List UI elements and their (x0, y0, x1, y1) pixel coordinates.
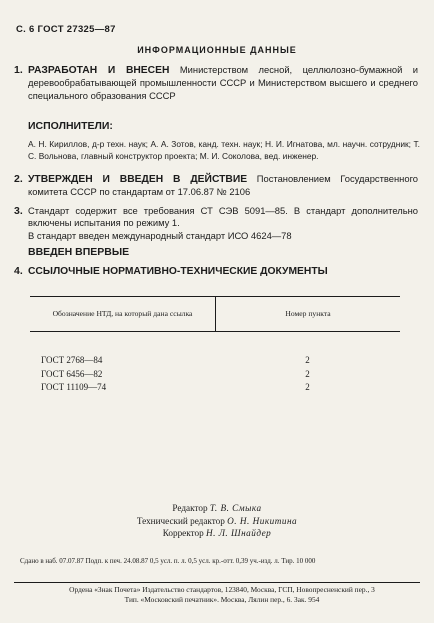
corrector-line (0, 527, 434, 540)
item-3 (14, 205, 418, 242)
table-cell-document: ГОСТ 11109—74 (41, 382, 107, 392)
item-3-number: 3. (14, 205, 23, 217)
item-2-body: Постановлением Государственного комитета СССР по стандартам от 17.06.87 № 2106 (28, 173, 419, 198)
item-1-text (28, 64, 418, 102)
item-1-number: 1. (14, 64, 23, 76)
editor-line (0, 502, 434, 515)
table-row (30, 382, 400, 396)
table-cell-point: 2 (305, 382, 310, 392)
item-2-text (28, 173, 418, 199)
executors-heading: ИСПОЛНИТЕЛИ: (28, 120, 113, 132)
item-1-body: Министерством лесной, целлюлозно-бумажной и деревообрабатывающей промышленности СССР и Министерством высшего и среднего специального образования СССР (28, 64, 418, 101)
item-2-lead: УТВЕРЖДЕН И ВВЕДЕН В ДЕЙСТВИЕ (28, 174, 248, 185)
item-2 (14, 173, 418, 199)
item-4-lead: ССЫЛОЧНЫЕ НОРМАТИВНО-ТЕХНИЧЕСКИЕ ДОКУМЕНТЫ (28, 266, 328, 277)
footer-divider (14, 582, 420, 583)
table-cell-document: ГОСТ 2768—84 (41, 355, 103, 365)
table-row (30, 369, 400, 383)
publisher-line-2: Тип. «Московский печатник». Москва, Лялин пер., 6. Зак. 954 (124, 595, 320, 604)
table-header (30, 297, 400, 332)
page-header: С. 6 ГОСТ 27325—87 (16, 24, 116, 35)
table-cell-point: 2 (305, 368, 310, 379)
table-row (30, 355, 400, 369)
item-4 (14, 265, 418, 278)
item-4-number: 4. (14, 265, 23, 277)
publisher-footer (20, 585, 424, 605)
imprint-line: Сдано в наб. 07.07.87 Подп. к печ. 24.08.87 0,5 усл. п. л. 0,5 усл. кр.-отт. 0,39 уч.-изд. л. Тир. 10 000 (20, 557, 316, 565)
reference-table (30, 296, 400, 396)
tech-editor-role: Технический редактор (136, 515, 225, 526)
introduced-first-time: ВВЕДЕН ВПЕРВЫЕ (28, 246, 130, 258)
publisher-line-1: Ордена «Знак Почета» Издательство стандартов, 123840, Москва, ГСП, Новопресненский пер., 3 (69, 585, 375, 594)
editor-role: Редактор (172, 503, 208, 513)
editor-name: Т. В. Смыка (209, 503, 262, 513)
item-3-text: Стандарт содержит все требования СТ СЭВ 5091—85. В стандарт дополнительно включены испытания по режиму 1. (28, 205, 418, 229)
column-header-point: Номер пункта (285, 309, 331, 318)
table-cell-document: ГОСТ 6456—82 (41, 368, 103, 379)
tech-editor-line (0, 515, 434, 528)
item-4-text (28, 265, 418, 278)
item-1-lead: РАЗРАБОТАН И ВНЕСЕН (28, 65, 170, 76)
tech-editor-name: О. Н. Никитина (227, 515, 298, 526)
table-body (30, 332, 400, 396)
corrector-role: Корректор (162, 528, 204, 538)
item-2-number: 2. (14, 173, 23, 185)
editorial-credits (0, 502, 434, 540)
executors-list: А. Н. Кириллов, д-р техн. наук; А. А. Зотов, канд. техн. наук; Н. И. Игнатова, мл. научн. сотрудник; Т. С. Вольнова, главный конструктор проекта; М. И. Соколова, вед. инженер. (28, 139, 420, 161)
item-3-text-2: В стандарт введен международный стандарт ИСО 4624—78 (28, 229, 292, 241)
column-header-document: Обозначение НТД, на который дана ссылка (30, 297, 216, 331)
item-1 (14, 64, 418, 102)
corrector-name: Н. Л. Шнайдер (205, 528, 272, 538)
table-cell-point: 2 (305, 355, 310, 365)
section-title: ИНФОРМАЦИОННЫЕ ДАННЫЕ (137, 45, 297, 55)
